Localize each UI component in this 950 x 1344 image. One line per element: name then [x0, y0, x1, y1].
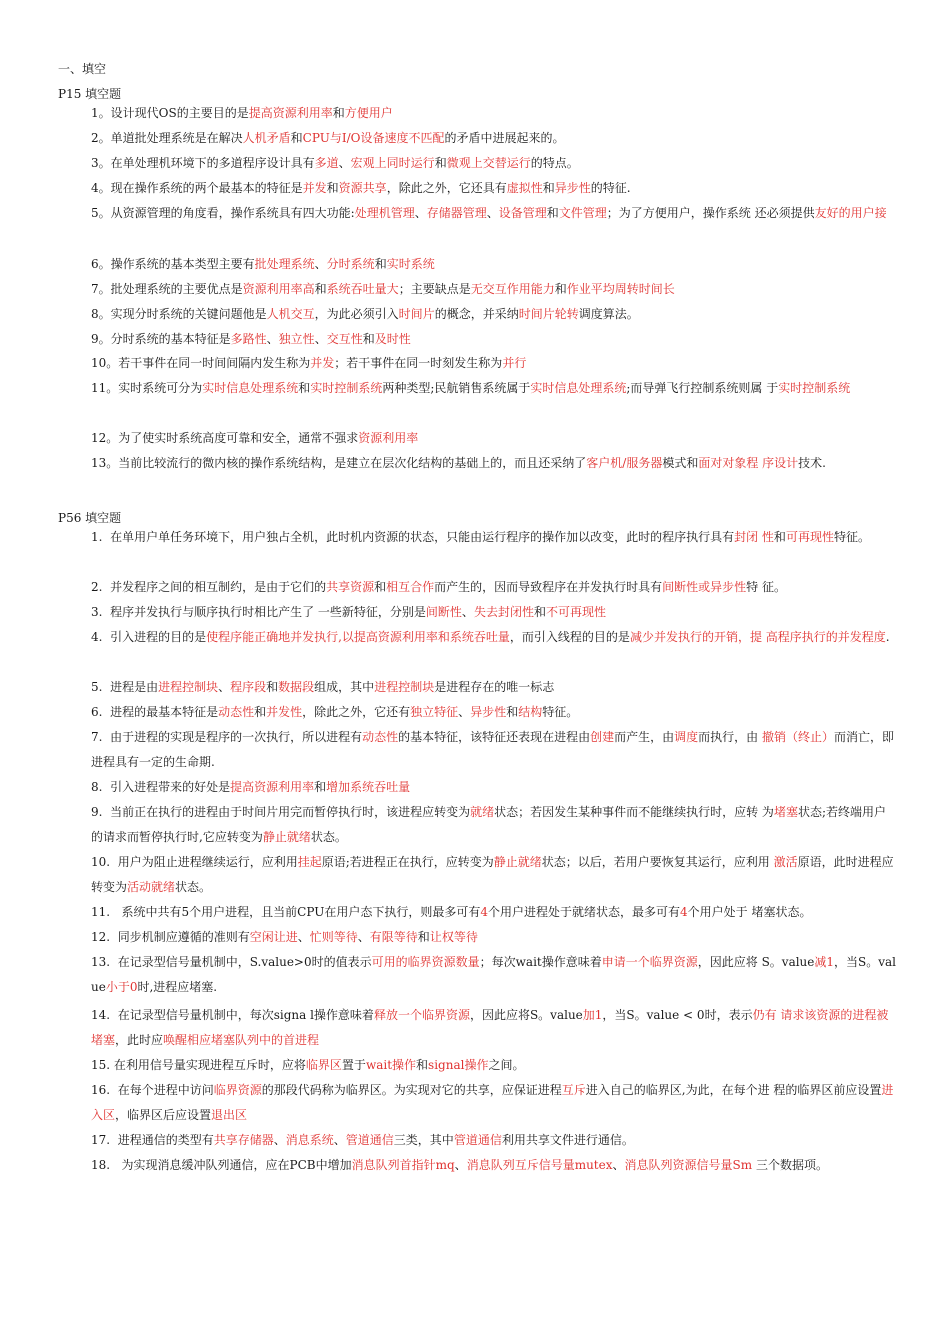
answer-text: 退出区 [211, 1108, 248, 1122]
question-text: 、 [486, 206, 499, 220]
answer-text: 微观上交替运行 [446, 156, 531, 170]
question-text: 进入自己的临界区,为此，在每个进 程的临界区前应设置 [585, 1083, 882, 1097]
answer-text: 有限等待 [369, 930, 418, 944]
question-text: ，当S。value [91, 955, 897, 994]
answer-text: 共享资源 [326, 580, 375, 594]
answer-text: 让权等待 [429, 930, 478, 944]
question-text: ，除此之外，它还具有 [386, 181, 507, 195]
answer-text: 多路性 [230, 332, 267, 346]
answer-text: 撤销（终止） [762, 730, 835, 744]
question-text: ，此时应 [115, 1033, 164, 1047]
answer-text: 系统吞吐量大 [326, 282, 399, 296]
question-text: ；主要缺点是 [398, 282, 471, 296]
answer-text: 设备管理 [498, 206, 547, 220]
question-text: 技术. [798, 456, 826, 470]
answer-text: 4 [480, 905, 488, 919]
question-text: 13. 在记录型信号量机制中，S.value>0时的值表示 [91, 955, 372, 969]
question-item [91, 277, 897, 302]
answer-text: 文件管理 [558, 206, 607, 220]
section-title-p56: P56 填空题 [58, 511, 122, 525]
question-text: 、 [218, 680, 231, 694]
answer-text: 处理机管理 [354, 206, 415, 220]
question-text: 而消亡，即进程具有一定的生命期. [91, 730, 895, 769]
answer-text: 时间片轮转 [518, 307, 579, 321]
question-text: 1. 在单用户单任务环境下，用户独占全机，此时机内资源的状态，只能由运行程序的操作加以改变，此时的程序执行具有 [91, 530, 735, 544]
question-text: 13。当前比较流行的微内核的操作系统结构，是建立在层次化结构的基础上的，而且还采纳了 [91, 456, 587, 470]
question-item [91, 351, 897, 376]
answer-text: 存储器管理 [426, 206, 487, 220]
question-item [91, 126, 897, 151]
question-text: 12。为了使实时系统高度可靠和安全，通常不强求 [91, 431, 359, 445]
question-text: 5. 进程是由 [91, 680, 159, 694]
question-item [91, 1153, 897, 1178]
question-text: 而产生的，因而导致程序在并发执行时具有 [434, 580, 663, 594]
question-text: 和 [326, 181, 339, 195]
question-text: 的特点。 [530, 156, 579, 170]
question-text: 状态;若终端用户的请求而暂停执行时,它应转变为 [91, 805, 886, 844]
question-text: 和 [374, 257, 387, 271]
question-text: ，因此应将S。value [469, 1008, 583, 1022]
answer-text: 客户机/服务器 [586, 456, 663, 470]
question-text: 调度算法。 [578, 307, 639, 321]
answer-text: 时间片 [398, 307, 435, 321]
question-item [91, 525, 897, 550]
question-item [91, 376, 897, 401]
question-text: 时,进程应堵塞. [137, 980, 218, 994]
question-text: 、 [314, 257, 327, 271]
question-text: 和 [290, 131, 303, 145]
question-text: 个用户进程处于就绪状态，最多可有 [487, 905, 680, 919]
answer-text: 活动就绪 [127, 880, 176, 894]
question-text: 之间。 [488, 1058, 525, 1072]
answer-text: 分时系统 [326, 257, 375, 271]
question-item [91, 1128, 897, 1153]
question-text: 和 [417, 930, 430, 944]
answer-text: 增加系统吞吐量 [326, 780, 411, 794]
answer-text: 创建 [590, 730, 615, 744]
question-text: 和 [434, 156, 447, 170]
question-text: 特 征。 [746, 580, 786, 594]
answer-text: 申请一个临界资源 [601, 955, 698, 969]
question-text: 、 [454, 1158, 467, 1172]
question-text: 4. 引入进程的目的是 [91, 630, 207, 644]
question-item [91, 675, 897, 700]
answer-text: 互斥 [561, 1083, 586, 1097]
question-text: 、 [414, 206, 427, 220]
question-text: 6. 进程的最基本特征是 [91, 705, 219, 719]
answer-text: 批处理系统 [254, 257, 315, 271]
question-item [91, 850, 897, 900]
question-text: 模式和 [662, 456, 699, 470]
question-item [91, 426, 897, 451]
question-text: 6。操作系统的基本类型主要有 [91, 257, 255, 271]
answer-text: 可再现性 [785, 530, 834, 544]
answer-text: 实时系统 [386, 257, 435, 271]
answer-text: 资源利用率 [358, 431, 419, 445]
answer-text: 静止就绪 [262, 830, 311, 844]
answer-text: 封闭 性 [734, 530, 774, 544]
answer-text: 程序段 [230, 680, 267, 694]
question-text: 特征。 [833, 530, 870, 544]
answer-text: 堵塞 [773, 805, 798, 819]
question-text: 8. 引入进程带来的好处是 [91, 780, 231, 794]
answer-text: 进程控制块 [158, 680, 219, 694]
question-item [91, 101, 897, 126]
question-text: 和 [266, 680, 279, 694]
question-text: 8。实现分时系统的关键问题他是 [91, 307, 267, 321]
question-text: 和 [416, 1058, 429, 1072]
answer-text: 交互性 [326, 332, 363, 346]
answer-text: 管道通信 [345, 1133, 394, 1147]
question-text: 7。批处理系统的主要优点是 [91, 282, 243, 296]
answer-text: 管道通信 [453, 1133, 502, 1147]
question-text: 是进程存在的唯一标志 [434, 680, 555, 694]
question-text: 11。实时系统可分为 [91, 381, 203, 395]
question-text: 和 [554, 282, 567, 296]
question-item [91, 327, 897, 352]
question-text: 的那段代码称为临界区。为实现对它的共享，应保证进程 [261, 1083, 562, 1097]
question-item [91, 950, 897, 1000]
answer-text: 失去封闭性 [473, 605, 534, 619]
question-text: 和 [362, 332, 375, 346]
question-item [91, 302, 897, 327]
question-text: 1。设计现代OS的主要目的是 [91, 106, 249, 120]
question-text: 和 [314, 780, 327, 794]
question-item [91, 252, 897, 277]
answer-text: 并行 [502, 356, 527, 370]
answer-text: 面对对象程 序设计 [698, 456, 799, 470]
answer-text: 可用的临界资源数量 [371, 955, 480, 969]
answer-text: 空闲让进 [249, 930, 298, 944]
question-text: 的矛盾中进展起来的。 [444, 131, 565, 145]
answer-text: 异步性 [470, 705, 507, 719]
answer-text: 并发 [310, 356, 335, 370]
answer-text: 减少并发执行的开销，提 高程序执行的并发程度 [629, 630, 886, 644]
answer-text: 激活 [773, 855, 798, 869]
answer-text: 虚拟性 [506, 181, 543, 195]
question-text: 三类，其中 [393, 1133, 454, 1147]
answer-text: 并发性 [266, 705, 303, 719]
answer-text: 及时性 [374, 332, 411, 346]
question-text: . [885, 630, 890, 644]
answer-text: 共享存储器 [213, 1133, 274, 1147]
main-heading: 一、填空 [58, 62, 107, 76]
question-text: 状态。 [310, 830, 347, 844]
question-text: ，临界区后应设置 [115, 1108, 212, 1122]
answer-text: 间断性或异步性 [662, 580, 747, 594]
question-text: 两种类型;民航销售系统属于 [382, 381, 531, 395]
question-text: 和 [374, 580, 387, 594]
answer-text: 临界资源 [213, 1083, 262, 1097]
answer-text: 使程序能正确地并发执行,以提高资源利用率和系统吞吐量 [206, 630, 510, 644]
answer-text: 挂起 [297, 855, 322, 869]
answer-text: 消息队列互斥信号量mutex [466, 1158, 613, 1172]
answer-text: 唤醒相应堵塞队列中的首进程 [163, 1033, 320, 1047]
question-text: 个用户处于 堵塞状态。 [687, 905, 812, 919]
question-text: ，当S。value < 0时，表示 [602, 1008, 753, 1022]
answer-text: 释放一个临界资源 [373, 1008, 470, 1022]
answer-text: 间断性 [425, 605, 462, 619]
question-text: ;而导弹飞行控制系统则属 于 [626, 381, 779, 395]
question-text: ，因此应将 S。value [697, 955, 815, 969]
section-title-p15: P15 填空题 [58, 87, 122, 101]
question-item [91, 201, 897, 226]
question-text: 和 [314, 282, 327, 296]
answer-text: 宏观上同时运行 [350, 156, 435, 170]
question-text: 10. 用户为阻止进程继续运行，应利用 [91, 855, 298, 869]
answer-text: 结构 [518, 705, 543, 719]
question-text: 置于 [341, 1058, 366, 1072]
question-item [91, 725, 897, 775]
answer-text: 消息队列资源信号量Sm [624, 1158, 753, 1172]
answer-text: signal操作 [428, 1058, 489, 1072]
question-item [91, 900, 897, 925]
question-text: 的特征. [590, 181, 631, 195]
answer-text: 多道 [314, 156, 339, 170]
question-text: 组成，其中 [314, 680, 375, 694]
question-item [91, 625, 897, 650]
question-item [91, 176, 897, 201]
question-text: 状态；若因发生某种事件而不能继续执行时，应转 为 [494, 805, 774, 819]
question-text: ，而引入线程的目的是 [509, 630, 630, 644]
question-text: 、 [297, 930, 310, 944]
answer-text: 实时信息处理系统 [530, 381, 627, 395]
question-text: ，除此之外，它还有 [302, 705, 411, 719]
question-item [91, 575, 897, 600]
question-text: 、 [314, 332, 327, 346]
answer-text: 独立特征 [410, 705, 459, 719]
question-text: 9. 当前正在执行的进程由于时间片用完而暂停执行时，该进程应转变为 [91, 805, 471, 819]
question-item [91, 775, 897, 800]
question-text: 原语，此时进程应转变为 [91, 855, 894, 894]
question-text: 和 [546, 206, 559, 220]
answer-text: 实时信息处理系统 [202, 381, 299, 395]
question-text: 3。在单处理机环境下的多道程序设计具有 [91, 156, 315, 170]
question-text: 、 [612, 1158, 625, 1172]
answer-text: 人机交互 [266, 307, 315, 321]
question-text: 2. 并发程序之间的相互制约，是由于它们的 [91, 580, 327, 594]
question-item [91, 1053, 897, 1078]
question-text: ；每次wait操作意味着 [479, 955, 602, 969]
question-text: 、 [357, 930, 370, 944]
answer-text: 消息队列首指针mq [351, 1158, 455, 1172]
question-text: 和 [506, 705, 519, 719]
question-text: 、 [338, 156, 351, 170]
answer-text: 减1 [814, 955, 835, 969]
question-text: ；为了方便用户，操作系统 还必须提供 [606, 206, 815, 220]
answer-text: 方便用户 [344, 106, 393, 120]
question-text: 、 [333, 1133, 346, 1147]
answer-text: 忙则等待 [309, 930, 358, 944]
answer-text: 资源共享 [338, 181, 387, 195]
question-item [91, 800, 897, 850]
question-text: 状态；以后，若用户要恢复其运行，应利用 [541, 855, 774, 869]
question-text: 16. 在每个进程中访问 [91, 1083, 214, 1097]
question-text: 和 [542, 181, 555, 195]
answer-text: 相互合作 [386, 580, 435, 594]
question-text: 、 [461, 605, 474, 619]
question-text: 状态。 [175, 880, 212, 894]
answer-text: 进入区 [91, 1083, 894, 1122]
answer-text: 独立性 [278, 332, 315, 346]
question-text: 10。若干事件在同一时间间隔内发生称为 [91, 356, 311, 370]
answer-text: 并发 [302, 181, 327, 195]
question-text: 特征。 [542, 705, 579, 719]
answer-text: 动态性 [362, 730, 399, 744]
answer-text: 无交互作用能力 [470, 282, 555, 296]
question-text: 9。分时系统的基本特征是 [91, 332, 231, 346]
question-text: 的概念，并采纳 [434, 307, 519, 321]
question-item [91, 700, 897, 725]
question-text: 4。现在操作系统的两个最基本的特征是 [91, 181, 303, 195]
question-text: 3. 程序并发执行与顺序执行时相比产生了 一些新特征，分别是 [91, 605, 426, 619]
answer-text: 进程控制块 [374, 680, 435, 694]
question-item [91, 451, 897, 476]
question-item [91, 151, 897, 176]
question-text: 、 [266, 332, 279, 346]
question-text: 和 [533, 605, 546, 619]
question-text: 和 [254, 705, 267, 719]
question-item [91, 925, 897, 950]
question-text: 而执行，由 [698, 730, 762, 744]
answer-text: 提高资源利用率 [248, 106, 333, 120]
answer-text: 实时控制系统 [310, 381, 383, 395]
question-item [91, 1003, 897, 1053]
answer-text: 动态性 [218, 705, 255, 719]
answer-text: 资源利用率高 [242, 282, 315, 296]
question-text: ，为此必须引入 [314, 307, 399, 321]
question-text: ；若干事件在同一时刻发生称为 [334, 356, 503, 370]
question-text: 的基本特征，该特征还表现在进程由 [398, 730, 591, 744]
answer-text: 就绪 [470, 805, 495, 819]
question-text: 原语;若进程正在执行，应转变为 [321, 855, 494, 869]
answer-text: 4 [679, 905, 688, 919]
question-text: 利用共享文件进行通信。 [501, 1133, 634, 1147]
answer-text: wait操作 [365, 1058, 417, 1072]
answer-text: 仍有 请求该资源的进程被堵塞 [91, 1008, 889, 1047]
question-text: 14. 在记录型信号量机制中，每次signa l操作意味着 [91, 1008, 374, 1022]
answer-text: 静止就绪 [493, 855, 542, 869]
answer-text: 提高资源利用率 [230, 780, 315, 794]
question-text: 12. 同步机制应遵循的准则有 [91, 930, 250, 944]
question-text: 和 [298, 381, 311, 395]
question-text: 11. 系统中共有5个用户进程，且当前CPU在用户态下执行，则最多可有 [91, 905, 481, 919]
question-text: 7. 由于进程的实现是程序的一次执行，所以进程有 [91, 730, 363, 744]
question-text: 2。单道批处理系统是在解决 [91, 131, 243, 145]
question-text: 和 [773, 530, 786, 544]
answer-text: 数据段 [278, 680, 315, 694]
question-text: 三个数据项。 [752, 1158, 828, 1172]
question-text: 而产生，由 [614, 730, 675, 744]
answer-text: 加1 [582, 1008, 603, 1022]
answer-text: 异步性 [554, 181, 591, 195]
answer-text: 临界区 [305, 1058, 342, 1072]
question-item [91, 1078, 897, 1128]
question-text: 、 [273, 1133, 286, 1147]
answer-text: 人机矛盾 [242, 131, 291, 145]
question-text: 和 [332, 106, 345, 120]
question-text: 17. 进程通信的类型有 [91, 1133, 214, 1147]
answer-text: 消息系统 [285, 1133, 334, 1147]
question-text: 、 [458, 705, 471, 719]
answer-text: CPU与I/O设备速度不匹配 [302, 131, 445, 145]
answer-text: 调度 [674, 730, 699, 744]
answer-text: 作业平均周转时间长 [566, 282, 675, 296]
answer-text: 小于0 [105, 980, 138, 994]
answer-text: 不可再现性 [545, 605, 606, 619]
question-item [91, 600, 897, 625]
answer-text: 实时控制系统 [778, 381, 851, 395]
answer-text: 友好的用户接 [814, 206, 887, 220]
question-text: 5。从资源管理的角度看，操作系统具有四大功能: [91, 206, 355, 220]
question-text: 15. 在利用信号量实现进程互斥时，应将 [91, 1058, 306, 1072]
question-text: 18. 为实现消息缓冲队列通信，应在PCB中增加 [91, 1158, 352, 1172]
